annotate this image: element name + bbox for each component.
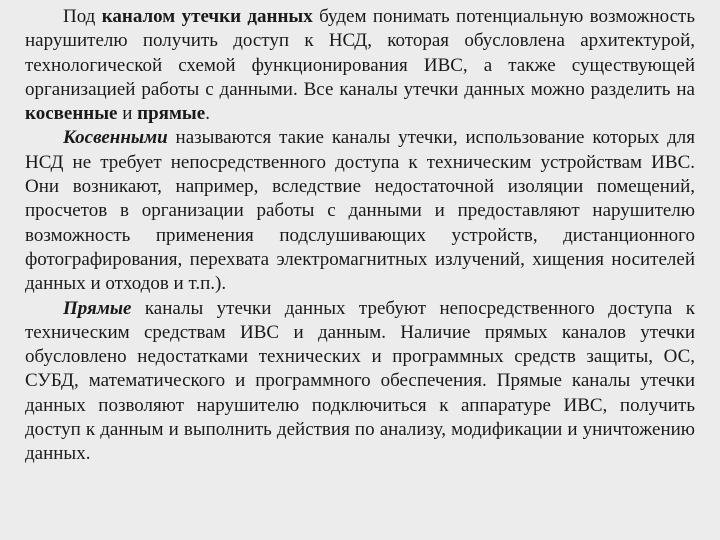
text-run: называются такие каналы утечки, использование которых для НСД не требует непосредственного доступа к техническим устройствам ИВС. Они возникают, например, вследствие недостаточной изоляции помещений, просчетов в организации работы с данными и предоставляют нарушителю возможность применения подслушивающих устройств, дистанционного фотографирования, перехвата электромагнитных излучений, хищения носителей данных и отходов и т.п.). [25,127,695,295]
emphasized-term: Прямые [63,297,132,319]
document-body [25,5,695,467]
paragraph-indirect-channels [25,126,695,296]
text-run: каналы утечки данных требуют непосредственного доступа к техническим средствам ИВС и данным. Наличие прямых каналов утечки обусловлено недостатками технических и программных средств защиты, ОС, СУБД, математического и программного обеспечения. Прямые каналы утечки данных позволяют нарушителю подключиться к аппаратуре ИВС, получить доступ к данным и выполнить действия по анализу, модификации и уничтожению данных. [25,297,695,465]
text-run: и [117,103,138,125]
text-run: . [205,103,210,125]
emphasized-term: прямые [137,103,206,125]
paragraph-direct-channels [25,297,695,467]
emphasized-term: Косвенными [63,127,168,149]
emphasized-term: каналом утечки данных [101,6,313,27]
emphasized-term: косвенные [25,103,118,125]
text-run: Под [63,6,102,27]
paragraph-leak-channel-definition [25,5,695,126]
text-run: будем понимать потенциальную возможность нарушителю получить доступ к НСД, которая обусловлена архитектурой, технологической схемой функционирования ИВС, а также существующей организацией работы с данными. Все каналы утечки данных можно разделить на [25,6,695,100]
